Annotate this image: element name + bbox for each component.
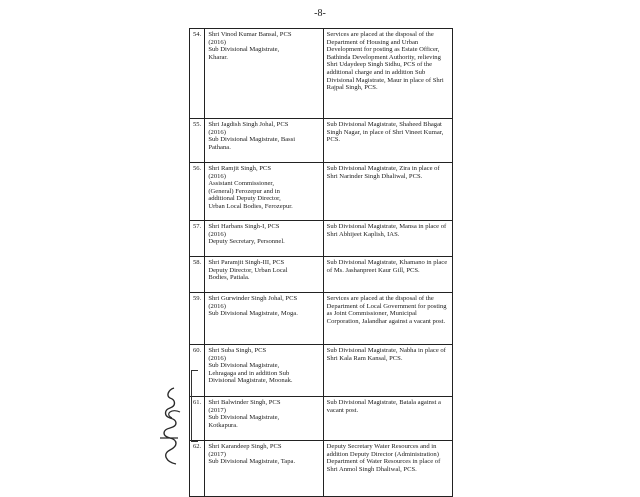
officer-name: Shri Paramjit Singh-III, PCS (208, 259, 285, 266)
posting-cell (323, 257, 452, 293)
serial-number: 55. (190, 119, 205, 163)
officer-cell (205, 345, 323, 397)
new-posting-text: Sub Divisional Magistrate, Shaheed Bhagat Singh Nagar, in place of Shri Vineet Kumar, PCS. (326, 121, 444, 144)
serial-number: 57. (190, 221, 205, 257)
serial-number: 60. (190, 345, 205, 397)
current-designation-line: Sub Divisional Magistrate, (208, 46, 280, 54)
page-number: -8- (314, 8, 326, 19)
officer-cell (205, 163, 323, 221)
serial-number: 61. (190, 397, 205, 441)
officer-cell (205, 221, 323, 257)
posting-cell (323, 441, 452, 497)
postings-table (189, 28, 453, 497)
officer-cell (205, 119, 323, 163)
current-designation-line: (General) Ferozepur and in (208, 187, 280, 195)
current-designation-line: Urban Local Bodies, Ferozepur. (208, 202, 293, 210)
table-row (190, 257, 453, 293)
officer-name: Shri Jagdish Singh Johal, PCS (208, 121, 289, 128)
new-posting-text: Sub Divisional Magistrate, Batala against a vacant post. (326, 399, 441, 414)
new-posting-text: Sub Divisional Magistrate, Nabha in place of Shri Kala Ram Kansal, PCS. (326, 347, 446, 362)
posting-cell (323, 293, 452, 345)
table-row (190, 29, 453, 119)
batch-year: (2016) (208, 38, 226, 46)
officer-cell (205, 29, 323, 119)
posting-cell (323, 397, 452, 441)
batch-year: (2016) (208, 354, 226, 362)
posting-cell (323, 29, 452, 119)
current-designation-line: Sub Divisional Magistrate, Bassi (208, 136, 296, 144)
table-row (190, 293, 453, 345)
serial-number: 54. (190, 29, 205, 119)
posting-cell (323, 163, 452, 221)
current-designation-line: Sub Divisional Magistrate, Moga. (208, 310, 298, 318)
handwritten-signature (148, 378, 188, 468)
postings-table-body (190, 29, 453, 497)
table-row (190, 397, 453, 441)
current-designation-line: Kotkapura. (208, 421, 238, 429)
new-posting-text: Services are placed at the disposal of the Department of Housing and Urban Development for posting as Estate Officer, Bathinda Development Authority, relieving Shri Udaydeep Singh Sidhu, PCS of the additional charge and in addition Sub Divisional Magistrate, Maur in place of Shri Rajpal Singh, PCS. (326, 31, 444, 92)
current-designation-line: Sub Divisional Magistrate, (208, 362, 280, 370)
current-designation-line: Deputy Director, Urban Local (208, 266, 288, 274)
officer-name: Shri Balwinder Singh, PCS (208, 399, 281, 406)
officer-cell (205, 397, 323, 441)
table-row (190, 441, 453, 497)
officer-name: Shri Vinod Kumar Bansal, PCS (208, 31, 292, 38)
officer-name: Shri Ramjit Singh, PCS (208, 165, 271, 172)
posting-cell (323, 345, 452, 397)
batch-year: (2016) (208, 302, 226, 310)
current-designation-line: Sub Divisional Magistrate, (208, 414, 280, 422)
table-row (190, 345, 453, 397)
serial-number: 62. (190, 441, 205, 497)
batch-year: (2017) (208, 406, 226, 414)
officer-cell (205, 257, 323, 293)
current-designation-line: Bodies, Patiala. (208, 274, 250, 282)
officer-name: Shri Gurwinder Singh Johal, PCS (208, 295, 298, 302)
posting-cell (323, 119, 452, 163)
officer-name: Shri Suba Singh, PCS (208, 347, 267, 354)
current-designation-line: additional Deputy Director, (208, 195, 281, 203)
serial-number: 56. (190, 163, 205, 221)
signature-bracket (191, 370, 198, 442)
batch-year: (2017) (208, 450, 226, 458)
officer-cell (205, 441, 323, 497)
current-designation-line: Assistant Commissioner, (208, 180, 275, 188)
table-row (190, 221, 453, 257)
batch-year: (2016) (208, 128, 226, 136)
current-designation-line: Lehragaga and in addition Sub (208, 369, 290, 377)
current-designation-line: Sub Divisional Magistrate, Tapa. (208, 458, 296, 466)
new-posting-text: Services are placed at the disposal of the Department of Local Government for posting as Joint Commissioner, Municipal Corporation, Jalandhar against a vacant post. (326, 295, 447, 325)
batch-year: (2016) (208, 230, 226, 238)
officer-name: Shri Harbans Singh-I, PCS (208, 223, 280, 230)
officer-cell (205, 293, 323, 345)
serial-number: 58. (190, 257, 205, 293)
current-designation-line: Deputy Secretary, Personnel. (208, 238, 285, 246)
new-posting-text: Sub Divisional Magistrate, Zira in place of Shri Narinder Singh Dhaliwal, PCS. (326, 165, 440, 180)
new-posting-text: Sub Divisional Magistrate, Khamano in place of Ms. Jashanpreet Kaur Gill, PCS. (326, 259, 448, 274)
current-designation-line: Kharar. (208, 53, 228, 61)
posting-cell (323, 221, 452, 257)
table-row (190, 119, 453, 163)
batch-year: (2016) (208, 172, 226, 180)
officer-name: Shri Karandeep Singh, PCS (208, 443, 282, 450)
current-designation-line: Pathana. (208, 143, 231, 151)
new-posting-text: Sub Divisional Magistrate, Mansa in place of Shri Abhijeet Kaplish, IAS. (326, 223, 447, 238)
new-posting-text: Deputy Secretary Water Resources and in addition Deputy Director (Administration) Department of Water Resources in place of Shri Anmol Singh Dhaliwal, PCS. (326, 443, 441, 473)
serial-number: 59. (190, 293, 205, 345)
current-designation-line: Divisional Magistrate, Moonak. (208, 377, 293, 385)
table-row (190, 163, 453, 221)
